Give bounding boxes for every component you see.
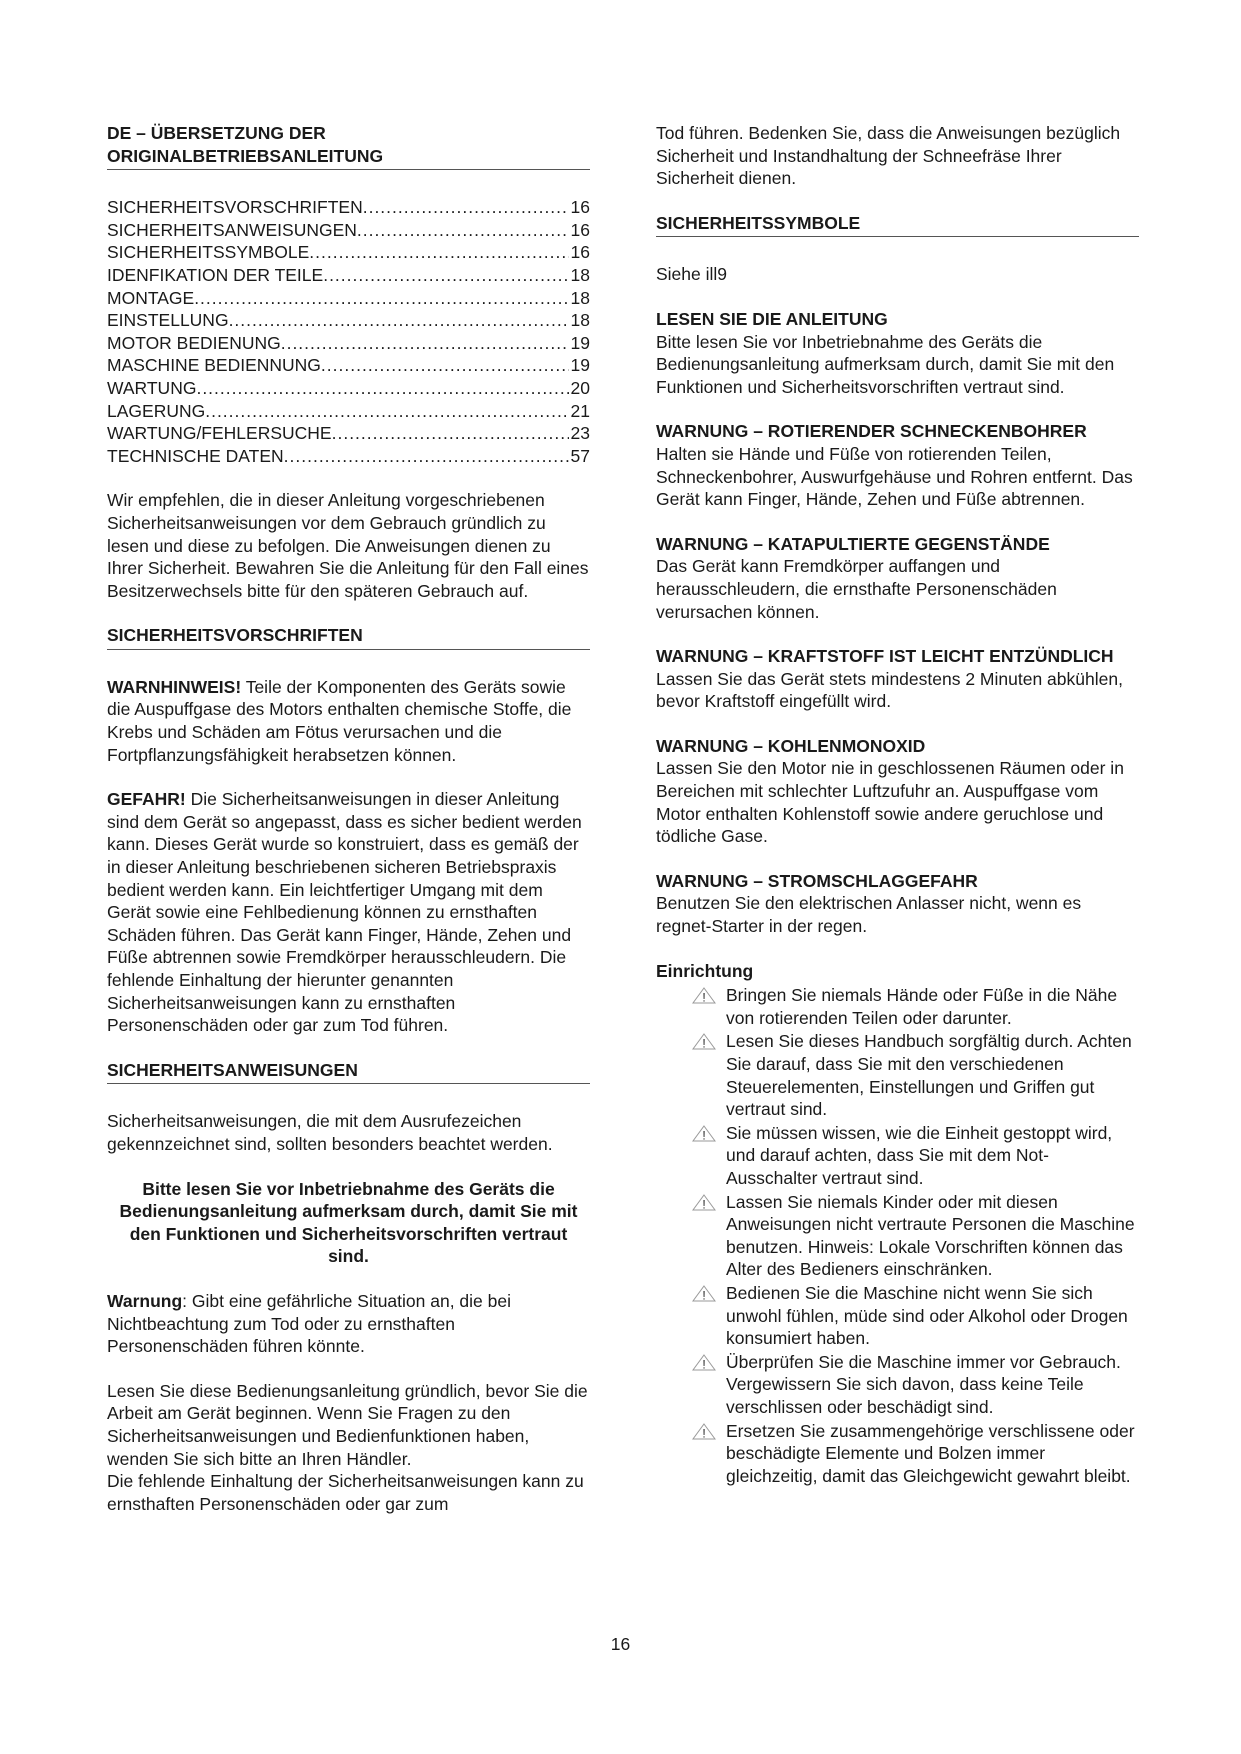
intro-paragraph: Wir empfehlen, die in dieser Anleitung vorgeschriebenen Sicherheitsanweisungen vor dem Gebrauch gründlich zu lesen und diese zu befolgen. Die Anweisungen dienen zu Ihrer Sicherheit. Bewahren Sie die Anleitung für den Fall eines Besitzerwechsels bitte für den späteren Gebrauch auf. [107, 490, 589, 601]
carbon-monoxide-text: Lassen Sie den Motor nie in geschlossenen Räumen oder in Bereichen mit schlechter Luftzufuhr an. Auspuffgase vom Motor enthalten Kohlenstoff sowie andere geruchlose und tödliche Gase. [656, 758, 1124, 847]
list-item [656, 1351, 1139, 1419]
toc-entry[interactable] [107, 332, 590, 355]
toc-leader [229, 309, 569, 332]
toc-title: MONTAGE [107, 287, 195, 308]
toc-page: 57 [570, 445, 590, 466]
toc-entry[interactable] [107, 400, 590, 423]
toc-entry[interactable] [107, 309, 590, 332]
warning-triangle-icon [692, 1423, 716, 1440]
page-number: 16 [610, 1634, 631, 1654]
final-paragraph-continued: Die fehlende Einhaltung der Sicherheitsanweisungen kann zu ernsthaften Personenschäden oder gar zum [107, 1471, 584, 1514]
toc-title: IDENFIKATION DER TEILE [107, 264, 324, 285]
toc-title: SICHERHEITSVORSCHRIFTEN [107, 197, 363, 218]
list-item-text: Überprüfen Sie die Maschine immer vor Gebrauch. Vergewissern Sie sich davon, dass keine Teile verschlissen oder beschädigt sind. [726, 1351, 1121, 1417]
toc-title: WARTUNG/FEHLERSUCHE [107, 423, 332, 444]
list-item [656, 984, 1139, 1029]
read-manual-title: LESEN SIE DIE ANLEITUNG [656, 308, 888, 329]
electric-shock-text: Benutzen Sie den elektrischen Anlasser nicht, wenn es regnet-Starter in der regen. [656, 893, 1082, 937]
svg-text:!: ! [702, 990, 706, 1005]
toc-page: 19 [570, 355, 590, 376]
bold-notice: Bitte lesen Sie vor Inbetriebnahme des Geräts die Bedienungsanleitung aufmerksam durch, damit Sie mit den Funktionen und Sicherheitsvorschriften vertraut sind. [119, 1178, 578, 1267]
toc-leader [284, 445, 569, 468]
toc-page: 16 [570, 242, 590, 263]
gefahr-text: Die Sicherheitsanweisungen in dieser Anleitung sind dem Gerät so angepasst, dass es sicher bedient werden kann. Dieses Gerät wurde so konstruiert, dass es gemäß der in dieser Anleitung beschriebenen sicheren Betriebspraxis bedient werden kann. Ein leichtfertiger Umgang mit dem Gerät sowie eine Fehlbedienung können zu ernsthaften Schäden führen. Das Gerät kann Finger, Hände, Zehen und Füße abtrennen sowie Fremdkörper herausschleudern. Die fehlende Einhaltung der hierunter genannten Sicherheitsanweisungen kann zu ernsthaften Personenschäden oder gar zum Tod führen. [107, 789, 582, 1036]
toc-entry[interactable] [107, 445, 590, 468]
toc-entry[interactable] [107, 287, 590, 310]
list-item-text: Ersetzen Sie zusammengehörige verschlissene oder beschädigte Elemente und Bolzen immer gleichzeitig, damit das Gleichgewicht gewahrt bleibt. [726, 1420, 1135, 1486]
warning-triangle-icon [692, 1033, 716, 1050]
warnung-paragraph [107, 1290, 590, 1358]
toc-page: 18 [570, 310, 590, 331]
thrown-objects-text: Das Gerät kann Fremdkörper auffangen und herausschleudern, die ernsthafte Personenschäden verursachen können. [656, 556, 1057, 622]
toc-title: TECHNISCHE DATEN [107, 445, 284, 466]
toc-entry[interactable] [107, 264, 590, 287]
warning-triangle-icon [692, 1194, 716, 1211]
toc-leader [321, 354, 569, 377]
setup-title: Einrichtung [656, 960, 754, 981]
toc-leader [332, 422, 569, 445]
final-paragraph: Lesen Sie diese Bedienungsanleitung gründlich, bevor Sie die Arbeit am Gerät beginnen. Wenn Sie Fragen zu den Sicherheitsanweisungen und Bedienfunktionen haben, wenden Sie sich bitte an Ihren Händler. [107, 1380, 588, 1469]
toc-title: EINSTELLUNG [107, 310, 229, 331]
fuel-warning-text: Lassen Sie das Gerät stets mindestens 2 Minuten abkühlen, bevor Kraftstoff eingefüllt wird. [656, 668, 1123, 712]
warning-triangle-icon [692, 987, 716, 1004]
toc-leader [196, 377, 568, 400]
svg-text:!: ! [702, 1426, 706, 1440]
electric-shock-title: WARNUNG – STROMSCHLAGGEFAHR [656, 870, 978, 891]
toc-page: 20 [570, 377, 590, 398]
warning-triangle-icon [692, 1125, 716, 1142]
list-item-text: Bringen Sie niemals Hände oder Füße in die Nähe von rotierenden Teilen oder darunter. [726, 985, 1118, 1028]
rotating-auger-text: Halten sie Hände und Füße von rotierenden Teilen, Schneckenbohrer, Auswurfgehäuse und Rohren entfernt. Das Gerät kann Finger, Hände, Zehen und Füße abtrennen. [656, 443, 1133, 510]
list-item-text: Lesen Sie dieses Handbuch sorgfältig durch. Achten Sie darauf, dass Sie mit den verschiedenen Steuerelementen, Einstellungen und Griffen gut vertraut sind. [726, 1031, 1132, 1120]
svg-text:!: ! [702, 1288, 706, 1302]
list-item-text: Lassen Sie niemals Kinder oder mit diesen Anweisungen nicht vertraute Personen die Maschine benutzen. Hinweis: Lokale Vorschriften können das Alter des Bedieners einschränken. [726, 1191, 1135, 1280]
toc-page: 19 [570, 332, 590, 353]
section-heading-safety-instructions: SICHERHEITSANWEISUNGEN [107, 1059, 590, 1085]
warnhinweis-label: WARNHINWEIS! [107, 676, 242, 697]
section-heading-safety-symbols: SICHERHEITSSYMBOLE [656, 212, 1139, 238]
right-column [656, 122, 1139, 1488]
toc-title: MASCHINE BEDIENNUNG [107, 355, 321, 376]
toc-title: LAGERUNG [107, 400, 206, 421]
toc-page: 21 [570, 400, 590, 421]
toc-leader [194, 287, 568, 310]
toc-entry[interactable] [107, 422, 590, 445]
setup-list [656, 984, 1139, 1487]
warning-triangle-icon [692, 1354, 716, 1371]
toc-leader [363, 196, 569, 219]
list-item-text: Bedienen Sie die Maschine nicht wenn Sie sich unwohl fühlen, müde sind oder Alkohol oder Drogen konsumiert haben. [726, 1282, 1128, 1349]
continuation-text: Tod führen. Bedenken Sie, dass die Anweisungen bezüglich Sicherheit und Instandhaltung der Schneefräse Ihrer Sicherheit dienen. [656, 123, 1121, 189]
svg-text:!: ! [702, 1197, 706, 1211]
warnung-text: : Gibt eine gefährliche Situation an, die bei Nichtbeachtung zum Tod oder zu ernsthaften Personenschäden führen könnte. [107, 1290, 511, 1357]
svg-text:!: ! [702, 1128, 706, 1142]
list-item [656, 1191, 1139, 1281]
read-manual-text: Bitte lesen Sie vor Inbetriebnahme des Geräts die Bedienungsanleitung aufmerksam durch, damit Sie mit den Funktionen und Sicherheitsvorschriften vertraut sind. [656, 331, 1115, 397]
title-line-1: DE – ÜBERSETZUNG DER [107, 123, 326, 143]
toc-leader [323, 264, 568, 287]
section-heading-safety-rules: SICHERHEITSVORSCHRIFTEN [107, 624, 590, 650]
toc-title: SICHERHEITSANWEISUNGEN [107, 219, 357, 240]
warnhinweis-paragraph [107, 676, 590, 766]
toc-leader [205, 400, 568, 423]
toc-leader [357, 219, 569, 242]
toc-page: 18 [570, 264, 590, 285]
toc-leader [281, 332, 569, 355]
list-item [656, 1122, 1139, 1190]
toc-page: 18 [570, 287, 590, 308]
gefahr-label: GEFAHR! [107, 789, 186, 810]
title-line-2: ORIGINALBETRIEBSANLEITUNG [107, 145, 384, 166]
toc-entry[interactable] [107, 196, 590, 219]
list-item [656, 1420, 1139, 1488]
svg-text:!: ! [702, 1357, 706, 1371]
toc-entry[interactable] [107, 354, 590, 377]
warning-triangle-icon [692, 1285, 716, 1302]
rotating-auger-title: WARNUNG – ROTIERENDER SCHNECKENBOHRER [656, 421, 1087, 442]
toc-entry[interactable] [107, 377, 590, 400]
table-of-contents [107, 196, 590, 467]
svg-text:!: ! [702, 1036, 706, 1051]
safety-instructions-text: Sicherheitsanweisungen, die mit dem Ausrufezeichen gekennzeichnet sind, sollten besonders beachtet werden. [107, 1111, 553, 1154]
list-item [656, 1282, 1139, 1350]
left-column [107, 122, 590, 1515]
thrown-objects-title: WARNUNG – KATAPULTIERTE GEGENSTÄNDE [656, 533, 1050, 554]
see-illustration: Siehe ill9 [656, 264, 728, 285]
warnhinweis-text: Teile der Komponenten des Geräts sowie die Auspuffgase des Motors enthalten chemische Stoffe, die Krebs und Schäden am Fötus verursachen und die Fortpflanzungsfähigkeit herabsetzen können. [107, 676, 572, 765]
toc-title: MOTOR BEDIENUNG [107, 332, 281, 353]
warnung-label: Warnung [107, 1290, 183, 1311]
toc-title: WARTUNG [107, 377, 197, 398]
toc-entry[interactable] [107, 241, 590, 264]
toc-entry[interactable] [107, 219, 590, 242]
toc-title: SICHERHEITSSYMBOLE [107, 242, 310, 263]
toc-page: 16 [570, 219, 590, 240]
list-item-text: Sie müssen wissen, wie die Einheit gestoppt wird, und darauf achten, dass Sie mit dem Not-Ausschalter vertraut sind. [726, 1122, 1113, 1188]
list-item [656, 1030, 1139, 1120]
gefahr-paragraph [107, 788, 590, 1037]
toc-page: 16 [570, 197, 590, 218]
document-title [107, 122, 590, 170]
fuel-warning-title: WARNUNG – KRAFTSTOFF IST LEICHT ENTZÜNDLICH [656, 646, 1114, 667]
carbon-monoxide-title: WARNUNG – KOHLENMONOXID [656, 735, 926, 756]
toc-page: 23 [570, 423, 590, 444]
toc-leader [309, 241, 568, 264]
